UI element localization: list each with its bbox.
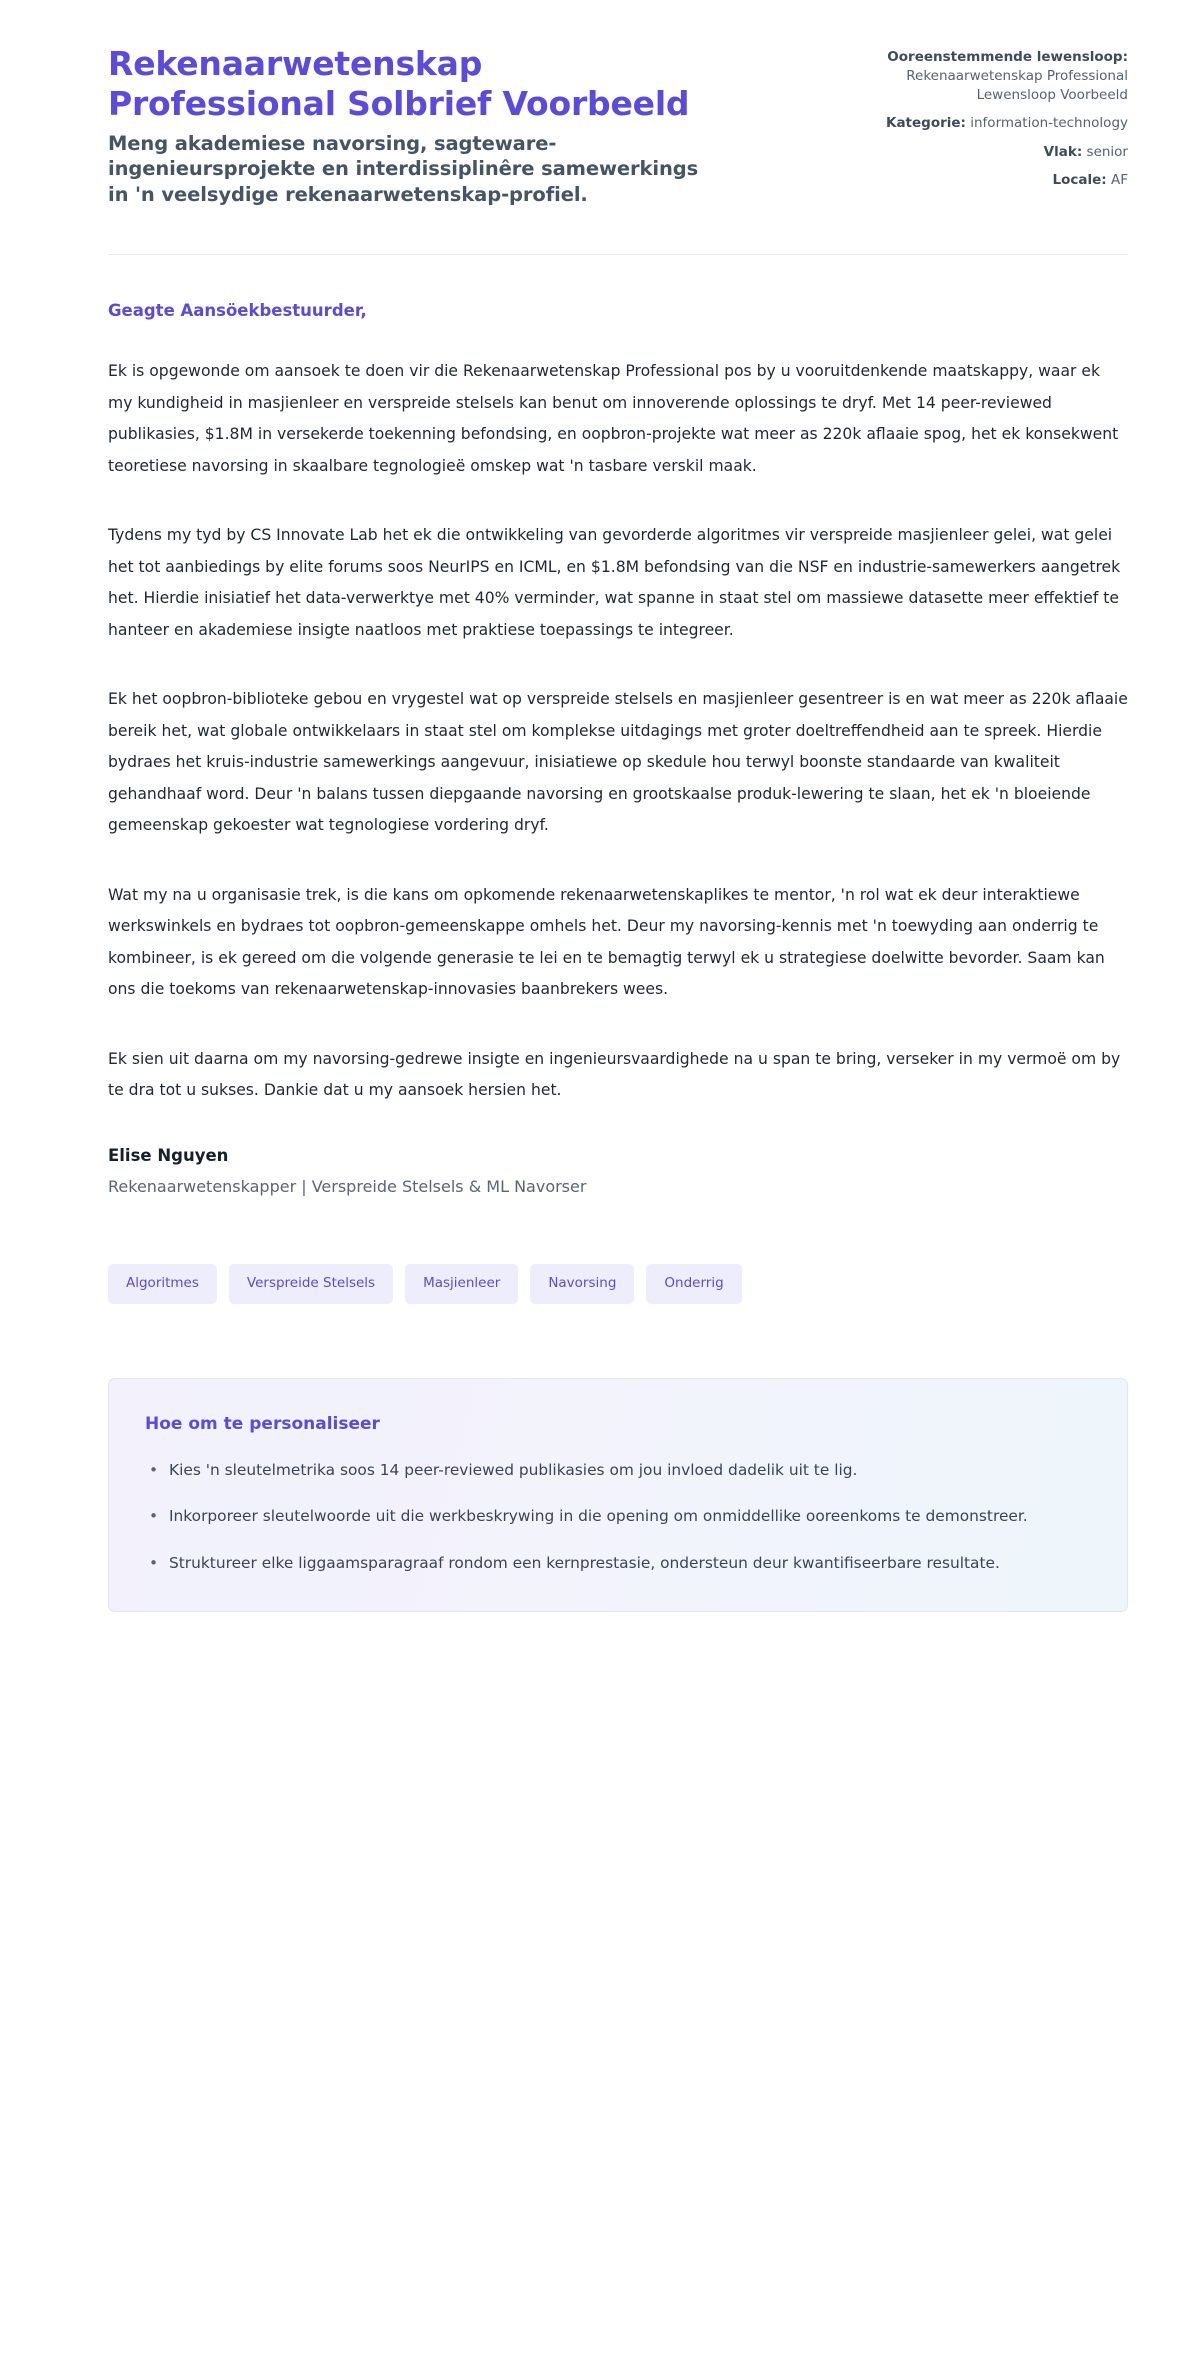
tips-item-text: Kies 'n sleutelmetrika soos 14 peer-reviewed publikasies om jou invloed dadelik uit te lig. — [169, 1460, 858, 1479]
tips-list — [145, 1457, 1087, 1577]
tag-chip[interactable]: Masjienleer — [405, 1264, 518, 1304]
meta-matching-resume-label: Ooreenstemmende lewensloop: — [887, 49, 1128, 65]
page-header — [108, 44, 1128, 254]
meta-matching-resume-value: Rekenaarwetenskap Professional Lewensloop Voorbeeld — [906, 68, 1128, 104]
tag-chip[interactable]: Onderrig — [646, 1264, 741, 1304]
letter-paragraph: Ek is opgewonde om aansoek te doen vir die Rekenaarwetenskap Professional pos by u vooruitdenkende maatskappy, waar ek my kundigheid in masjienleer en verspreide stelsels kan benut om innoverende oplossings te dryf. Met 14 peer-reviewed publikasies, $1.8M in versekerde toekenning befondsing, en oopbron-projekte wat meer as 220k aflaaie spog, het ek konsekwent teoretiese navorsing in skaalbare tegnologieë omskep wat 'n tasbare verskil maak. — [108, 362, 1119, 475]
letter-paragraph: Tydens my tyd by CS Innovate Lab het ek die ontwikkeling van gevorderde algoritmes vir verspreide masjienleer gelei, wat gelei het tot aanbiedings by elite forums soos NeurIPS en ICML, en $1.8M befondsing van die NSF en industrie-samewerkers aangetrek het. Hierdie inisiatief het data-verwerktye met 40% verminder, wat spanne in staat stel om massiewe datasette meer effektief te hanteer en akademiese insigte naatloos met praktiese toepassings te integreer. — [108, 526, 1121, 639]
letter-paragraph: Ek sien uit daarna om my navorsing-gedrewe insigte en ingenieursvaardighede na u span te bring, verseker in my vermoë om by te dra tot u sukses. Dankie dat u my aansoek hersien het. — [108, 1049, 1121, 1100]
letter-body — [108, 299, 1128, 1612]
meta-level-label: Vlak: — [1043, 143, 1083, 160]
meta-locale-label: Locale: — [1052, 171, 1107, 188]
header-title-block — [108, 44, 708, 208]
tag-chip[interactable]: Algoritmes — [108, 1264, 217, 1304]
header-divider — [108, 254, 1128, 255]
meta-level — [858, 143, 1128, 162]
letter-paragraph: Ek het oopbron-biblioteke gebou en vrygestel wat op verspreide stelsels en masjienleer gesentreer is en wat meer as 220k aflaaie bereik het, wat globale ontwikkelaars in staat stel om komplekse uitdagings met groter doeltreffendheid aan te spreek. Hierdie bydraes het kruis-industrie samewerkings aangevuur, inisiatiewe op skedule hou terwyl boonste standaarde van kwaliteit gehandhaaf word. Deur 'n balans tussen diepgaande navorsing en grootskaalse produk-lewering te slaan, het ek 'n bloeiende gemeenskap gekoester wat tegnologiese vordering dryf. — [108, 690, 1128, 835]
letter-paragraph: Wat my na u organisasie trek, is die kans om opkomende rekenaarwetenskaplikes te mentor, 'n rol wat ek deur interaktiewe werkswinkels en bydraes tot oopbron-gemeenskappe omhels het. Deur my navorsing-kennis met 'n toewyding aan onderrig te kombineer, is ek gereed om die volgende generasie te lei en te bemagtig terwyl ek u strategiese doelwitte bevorder. Saam kan ons die toekoms van rekenaarwetenskap-innovasies baanbrekers wees. — [108, 885, 1105, 999]
letter-greeting: Geagte Aansöekbestuurder, — [108, 301, 367, 321]
bullet-icon: • — [149, 1553, 159, 1572]
tag-list — [108, 1264, 1128, 1304]
bullet-icon: • — [149, 1507, 159, 1526]
tag-chip[interactable]: Navorsing — [530, 1264, 634, 1304]
page-subtitle: Meng akademiese navorsing, sagteware-ingenieursprojekte en interdissiplinêre samewerkings in 'n veelsydige rekenaarwetenskap-profiel. — [108, 131, 699, 207]
personalization-tips-panel — [108, 1378, 1128, 1612]
bullet-icon: • — [149, 1460, 159, 1479]
tag-chip[interactable]: Verspreide Stelsels — [229, 1264, 393, 1304]
meta-category-label: Kategorie: — [885, 115, 966, 132]
tips-list-item — [145, 1550, 1045, 1577]
meta-locale — [858, 171, 1128, 190]
signature-name: Elise Nguyen — [108, 1145, 229, 1165]
meta-category — [858, 114, 1128, 133]
meta-locale-value: AF — [1110, 171, 1128, 188]
tips-list-item — [145, 1457, 1045, 1484]
document-metadata — [858, 44, 1128, 190]
tips-item-text: Inkorporeer sleutelwoorde uit die werkbeskrywing in die opening om onmiddellike ooreenkoms te demonstreer. — [169, 1507, 1028, 1526]
tips-list-item — [145, 1503, 1045, 1530]
meta-level-value: senior — [1086, 143, 1128, 160]
meta-category-value: information-technology — [970, 115, 1128, 132]
page-title: Rekenaarwetenskap Professional Solbrief Voorbeeld — [108, 44, 690, 124]
signature-role: Rekenaarwetenskapper | Verspreide Stelsels & ML Navorser — [108, 1177, 587, 1196]
signature-block — [108, 1145, 1128, 1199]
meta-matching-resume — [858, 48, 1128, 105]
tips-title: Hoe om te personaliseer — [145, 1413, 380, 1434]
tips-item-text: Struktureer elke liggaamsparagraaf rondom een kernprestasie, ondersteun deur kwantifiseerbare resultate. — [169, 1553, 1000, 1572]
